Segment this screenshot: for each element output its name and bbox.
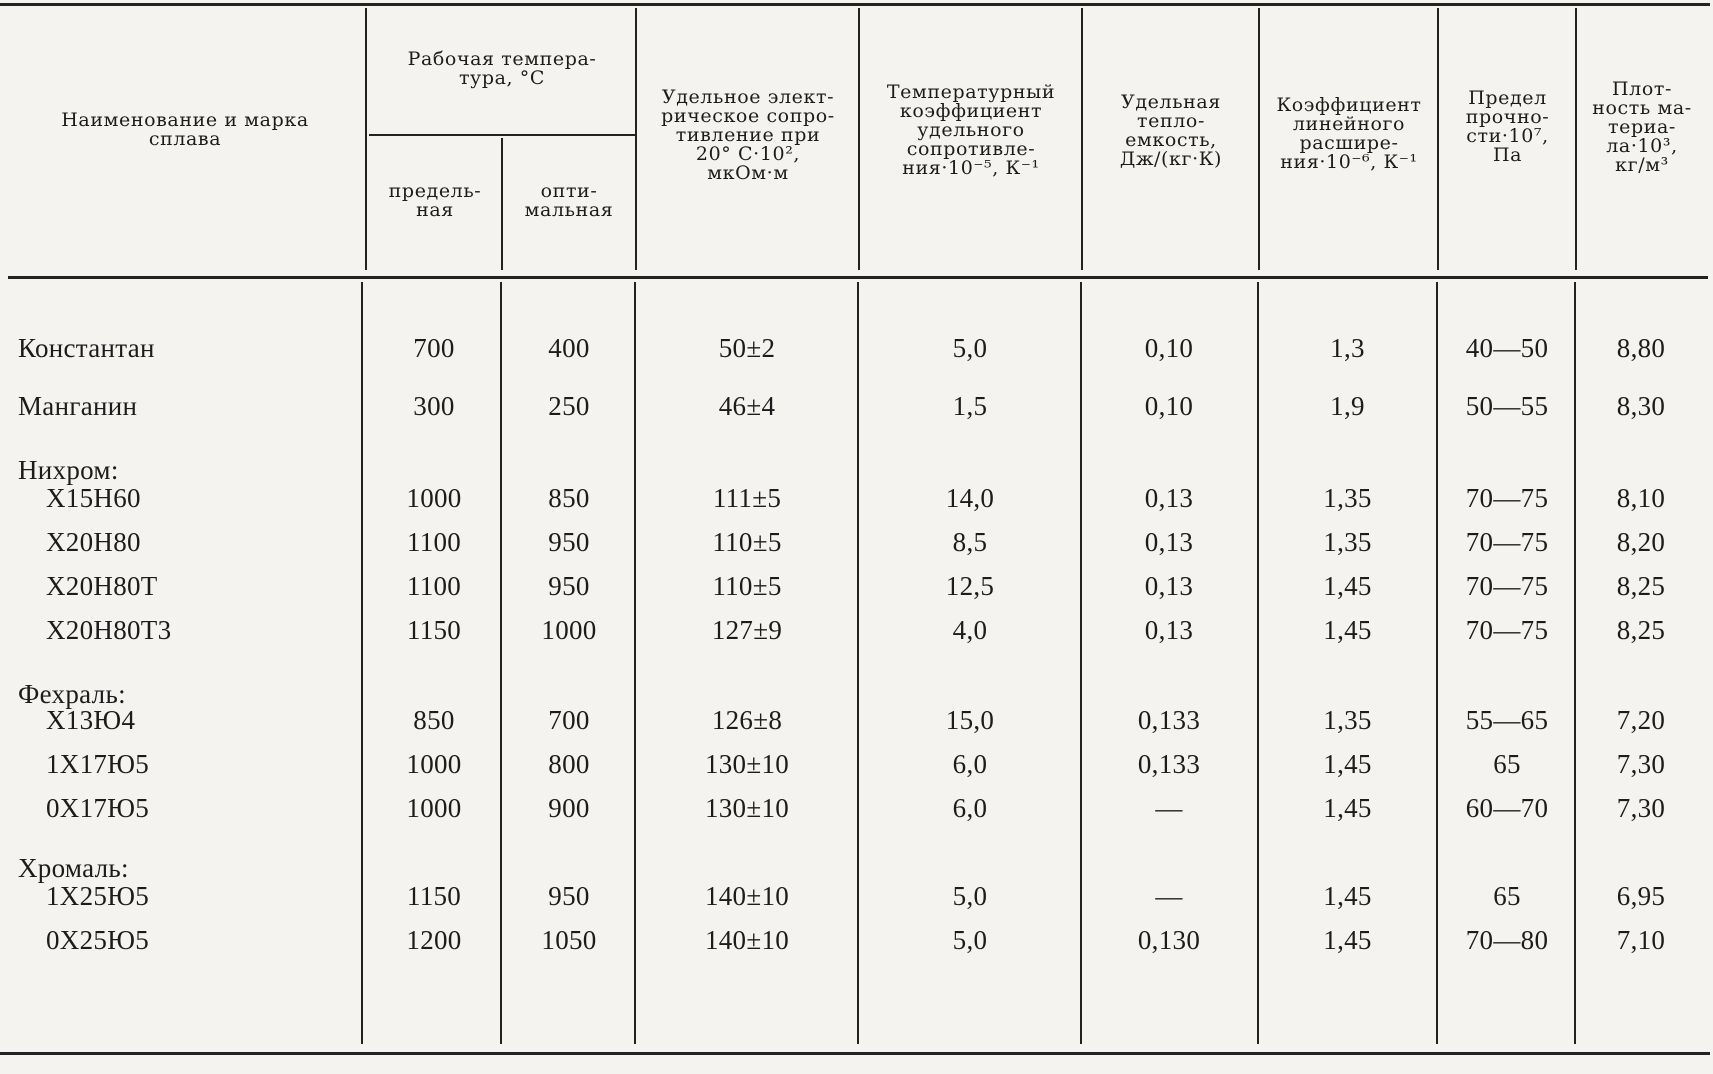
header-temp-optimal: опти- мальная xyxy=(524,180,614,221)
temp-coefficient-value: 1,5 xyxy=(952,390,988,421)
strength-value: 55—65 xyxy=(1465,704,1549,735)
resistivity-value: 126±8 xyxy=(711,704,783,735)
column-divider xyxy=(365,8,367,270)
density-value: 7,20 xyxy=(1616,704,1666,735)
density-value: 8,30 xyxy=(1616,390,1666,421)
density-value: 8,20 xyxy=(1616,526,1666,557)
temp-limit-value: 1200 xyxy=(406,924,462,955)
temp-optimal-value: 1000 xyxy=(541,614,597,645)
temp-optimal-value: 400 xyxy=(548,332,590,363)
density-value: 8,25 xyxy=(1616,570,1666,601)
expansion-value: 1,45 xyxy=(1323,880,1372,911)
heat-capacity-value: 0,13 xyxy=(1144,570,1194,601)
temp-coefficient-value: 15,0 xyxy=(945,704,995,735)
temperature-subheader-rule xyxy=(369,134,635,136)
table-row xyxy=(0,610,1713,650)
alloy-name: Х20Н80Т xyxy=(46,570,158,601)
header-strength: Предел прочно- сти·10⁷, Па xyxy=(1465,87,1550,166)
table-row xyxy=(0,328,1713,368)
temp-limit-value: 1100 xyxy=(406,526,462,557)
resistivity-value: 140±10 xyxy=(704,880,790,911)
heat-capacity-value: — xyxy=(1155,792,1183,823)
temp-coefficient-value: 6,0 xyxy=(952,792,988,823)
alloy-group-name: Фехраль: xyxy=(18,678,126,709)
table-row xyxy=(0,700,1713,740)
header-temp-limit: предель- ная xyxy=(388,180,482,221)
expansion-value: 1,45 xyxy=(1323,924,1372,955)
strength-value: 65 xyxy=(1493,748,1521,779)
column-divider xyxy=(858,8,860,270)
header-resistivity: Удельное элект- рическое сопро- тивление при 20° C·10², мкОм·м xyxy=(661,85,835,184)
temp-optimal-value: 1050 xyxy=(541,924,597,955)
temp-limit-value: 1000 xyxy=(406,482,462,513)
density-value: 7,30 xyxy=(1616,748,1666,779)
expansion-value: 1,45 xyxy=(1323,614,1372,645)
expansion-value: 1,9 xyxy=(1330,390,1365,421)
heat-capacity-value: 0,13 xyxy=(1144,614,1194,645)
resistivity-value: 110±5 xyxy=(712,526,782,557)
alloy-name: 0Х17Ю5 xyxy=(46,792,150,823)
strength-value: 70—75 xyxy=(1465,482,1549,513)
header-bottom-rule xyxy=(8,276,1708,279)
header-expansion: Коэффициент линейного расшире- ния·10⁻⁶, К⁻¹ xyxy=(1276,93,1422,173)
alloy-name: 1Х25Ю5 xyxy=(46,880,150,911)
strength-value: 70—75 xyxy=(1465,570,1549,601)
strength-value: 60—70 xyxy=(1465,792,1549,823)
heat-capacity-value: — xyxy=(1155,880,1183,911)
table-row xyxy=(0,920,1713,960)
temp-limit-value: 850 xyxy=(413,704,455,735)
strength-value: 65 xyxy=(1493,880,1521,911)
temp-limit-value: 1000 xyxy=(406,792,462,823)
heat-capacity-value: 0,13 xyxy=(1144,526,1194,557)
temp-coefficient-value: 5,0 xyxy=(952,332,988,363)
expansion-value: 1,35 xyxy=(1323,704,1372,735)
table-bottom-rule xyxy=(0,1052,1710,1055)
column-divider xyxy=(635,8,637,270)
strength-value: 40—50 xyxy=(1465,332,1549,363)
density-value: 6,95 xyxy=(1616,880,1666,911)
density-value: 7,10 xyxy=(1616,924,1666,955)
table-row xyxy=(0,522,1713,562)
temp-optimal-value: 950 xyxy=(548,526,590,557)
alloy-name: Константан xyxy=(18,332,155,363)
table-row xyxy=(0,744,1713,784)
density-value: 8,10 xyxy=(1616,482,1666,513)
alloy-name: 1Х17Ю5 xyxy=(46,748,150,779)
header-work-temp: Рабочая темпера- тура, °C xyxy=(407,48,597,89)
table-row xyxy=(0,788,1713,828)
heat-capacity-value: 0,133 xyxy=(1137,704,1201,735)
density-value: 8,25 xyxy=(1616,614,1666,645)
expansion-value: 1,35 xyxy=(1323,482,1372,513)
heat-capacity-value: 0,10 xyxy=(1144,332,1194,363)
expansion-value: 1,35 xyxy=(1323,526,1372,557)
column-divider xyxy=(1575,8,1577,270)
temp-limit-value: 1150 xyxy=(406,880,462,911)
heat-capacity-value: 0,130 xyxy=(1137,924,1201,955)
resistivity-value: 140±10 xyxy=(704,924,790,955)
temp-optimal-value: 950 xyxy=(548,570,590,601)
temp-coefficient-value: 6,0 xyxy=(952,748,988,779)
table-top-rule xyxy=(0,3,1710,6)
temp-optimal-value: 900 xyxy=(548,792,590,823)
expansion-value: 1,45 xyxy=(1323,792,1372,823)
heat-capacity-value: 0,133 xyxy=(1137,748,1201,779)
alloy-name: Х15Н60 xyxy=(46,482,141,513)
resistivity-value: 50±2 xyxy=(718,332,776,363)
expansion-value: 1,3 xyxy=(1330,332,1365,363)
alloy-name: 0Х25Ю5 xyxy=(46,924,150,955)
alloy-name: Х13Ю4 xyxy=(46,704,136,735)
heat-capacity-value: 0,10 xyxy=(1144,390,1194,421)
temp-coefficient-value: 14,0 xyxy=(945,482,995,513)
temp-limit-value: 1150 xyxy=(406,614,462,645)
table-row xyxy=(0,478,1713,518)
expansion-value: 1,45 xyxy=(1323,748,1372,779)
density-value: 7,30 xyxy=(1616,792,1666,823)
temp-optimal-value: 800 xyxy=(548,748,590,779)
alloy-name: Манганин xyxy=(18,390,138,421)
temp-coefficient-value: 5,0 xyxy=(952,880,988,911)
header-heat-capacity: Удельная тепло- емкость, Дж/(кг·К) xyxy=(1119,91,1223,170)
alloy-name: Х20Н80Т3 xyxy=(46,614,172,645)
heat-capacity-value: 0,13 xyxy=(1144,482,1194,513)
strength-value: 70—75 xyxy=(1465,526,1549,557)
temp-optimal-value: 850 xyxy=(548,482,590,513)
strength-value: 70—80 xyxy=(1465,924,1549,955)
temp-optimal-value: 250 xyxy=(548,390,590,421)
header-density: Плот- ность ма- териа- ла·10³, кг/м³ xyxy=(1592,77,1692,176)
header-name: Наименование и марка сплава xyxy=(61,109,309,150)
table-row xyxy=(0,386,1713,426)
column-divider xyxy=(1258,8,1260,270)
strength-value: 70—75 xyxy=(1465,614,1549,645)
resistivity-value: 46±4 xyxy=(718,390,776,421)
resistivity-value: 111±5 xyxy=(712,482,782,513)
temp-limit-value: 1100 xyxy=(406,570,462,601)
alloy-name: Х20Н80 xyxy=(46,526,141,557)
resistivity-value: 130±10 xyxy=(704,792,790,823)
resistivity-value: 130±10 xyxy=(704,748,790,779)
expansion-value: 1,45 xyxy=(1323,570,1372,601)
temp-coefficient-value: 4,0 xyxy=(952,614,988,645)
header-temp-coefficient: Температурный коэффициент удельного сопротивле- ния·10⁻⁵, К⁻¹ xyxy=(886,80,1056,179)
temp-coefficient-value: 8,5 xyxy=(952,526,988,557)
column-divider xyxy=(1081,8,1083,270)
temp-limit-value: 700 xyxy=(413,332,455,363)
resistivity-value: 127±9 xyxy=(711,614,783,645)
alloy-group-name: Нихром: xyxy=(18,454,119,485)
strength-value: 50—55 xyxy=(1465,390,1549,421)
table-row xyxy=(0,566,1713,606)
column-divider xyxy=(1437,8,1439,270)
temp-coefficient-value: 5,0 xyxy=(952,924,988,955)
temp-limit-value: 1000 xyxy=(406,748,462,779)
density-value: 8,80 xyxy=(1616,332,1666,363)
table-row xyxy=(0,876,1713,916)
temp-coefficient-value: 12,5 xyxy=(945,570,995,601)
alloy-group-name: Хромаль: xyxy=(18,852,129,883)
resistivity-value: 110±5 xyxy=(712,570,782,601)
temp-optimal-value: 700 xyxy=(548,704,590,735)
temp-limit-value: 300 xyxy=(413,390,455,421)
temp-optimal-value: 950 xyxy=(548,880,590,911)
